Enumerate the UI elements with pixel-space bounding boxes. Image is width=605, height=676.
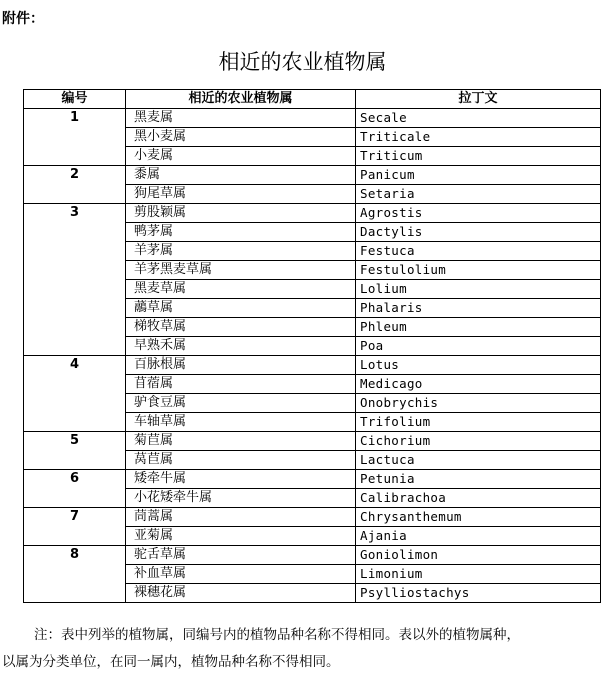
genus-latin-name: Panicum: [356, 166, 601, 185]
genus-chinese-name: 梯牧草属: [126, 318, 356, 337]
genus-chinese-name: 黑麦属: [126, 109, 356, 128]
genus-latin-name: Limonium: [356, 565, 601, 584]
genus-latin-name: Setaria: [356, 185, 601, 204]
genus-latin-name: Lolium: [356, 280, 601, 299]
genus-latin-name: Ajania: [356, 527, 601, 546]
header-genus: 相近的农业植物属: [126, 90, 356, 109]
genus-latin-name: Festuca: [356, 242, 601, 261]
genus-chinese-name: 羊茅属: [126, 242, 356, 261]
genus-chinese-name: 早熟禾属: [126, 337, 356, 356]
genus-chinese-name: 莴苣属: [126, 451, 356, 470]
genus-latin-name: Phalaris: [356, 299, 601, 318]
genus-chinese-name: 小麦属: [126, 147, 356, 166]
table-row: [24, 204, 601, 223]
group-number: 3: [24, 204, 126, 356]
genus-chinese-name: 菊苣属: [126, 432, 356, 451]
genus-latin-name: Goniolimon: [356, 546, 601, 565]
group-number: 1: [24, 109, 126, 166]
genus-chinese-name: 裸穗花属: [126, 584, 356, 603]
genus-chinese-name: 苜蓿属: [126, 375, 356, 394]
genus-chinese-name: 驼舌草属: [126, 546, 356, 565]
page-title: 相近的农业植物属: [218, 50, 387, 74]
genus-chinese-name: 黍属: [126, 166, 356, 185]
header-number: 编号: [24, 90, 126, 109]
genus-latin-name: Medicago: [356, 375, 601, 394]
table-row: [24, 166, 601, 185]
genus-chinese-name: 鸭茅属: [126, 223, 356, 242]
group-number: 5: [24, 432, 126, 470]
group-number: 8: [24, 546, 126, 603]
genus-latin-name: Psylliostachys: [356, 584, 601, 603]
genus-latin-name: Cichorium: [356, 432, 601, 451]
table-row: [24, 508, 601, 527]
genus-chinese-name: 亚菊属: [126, 527, 356, 546]
group-number: 7: [24, 508, 126, 546]
genus-chinese-name: 羊茅黑麦草属: [126, 261, 356, 280]
genus-chinese-name: 狗尾草属: [126, 185, 356, 204]
genus-latin-name: Lotus: [356, 356, 601, 375]
genus-latin-name: Onobrychis: [356, 394, 601, 413]
header-latin: 拉丁文: [356, 90, 601, 109]
genus-latin-name: Chrysanthemum: [356, 508, 601, 527]
genus-latin-name: Phleum: [356, 318, 601, 337]
table-row: [24, 432, 601, 451]
attachment-label: 附件：: [2, 11, 44, 27]
genus-chinese-name: 黑小麦属: [126, 128, 356, 147]
genus-chinese-name: 车轴草属: [126, 413, 356, 432]
genus-chinese-name: 剪股颖属: [126, 204, 356, 223]
table-row: [24, 109, 601, 128]
genus-latin-name: Agrostis: [356, 204, 601, 223]
genus-chinese-name: 百脉根属: [126, 356, 356, 375]
genus-latin-name: Festulolium: [356, 261, 601, 280]
group-number: 6: [24, 470, 126, 508]
genus-latin-name: Lactuca: [356, 451, 601, 470]
genus-latin-name: Trifolium: [356, 413, 601, 432]
genus-latin-name: Poa: [356, 337, 601, 356]
genera-table: [23, 89, 601, 603]
table-body: [24, 109, 601, 603]
table-row: [24, 356, 601, 375]
genus-chinese-name: 矮牵牛属: [126, 470, 356, 489]
footnote-line-2: 以属为分类单位，在同一属内，植物品种名称不得相同。: [2, 654, 340, 670]
genus-latin-name: Petunia: [356, 470, 601, 489]
table-header-row: [24, 90, 601, 109]
footnote: [0, 622, 600, 676]
footnote-line-1: 注：表中列举的植物属，同编号内的植物品种名称不得相同。表以外的植物属种，: [34, 627, 520, 643]
genus-chinese-name: 虉草属: [126, 299, 356, 318]
genus-latin-name: Secale: [356, 109, 601, 128]
group-number: 4: [24, 356, 126, 432]
genus-chinese-name: 黑麦草属: [126, 280, 356, 299]
genus-latin-name: Triticale: [356, 128, 601, 147]
genus-chinese-name: 补血草属: [126, 565, 356, 584]
table-row: [24, 546, 601, 565]
group-number: 2: [24, 166, 126, 204]
genus-chinese-name: 茼蒿属: [126, 508, 356, 527]
genus-chinese-name: 驴食豆属: [126, 394, 356, 413]
genus-latin-name: Calibrachoa: [356, 489, 601, 508]
genus-chinese-name: 小花矮牵牛属: [126, 489, 356, 508]
genus-latin-name: Triticum: [356, 147, 601, 166]
genus-latin-name: Dactylis: [356, 223, 601, 242]
table-row: [24, 470, 601, 489]
